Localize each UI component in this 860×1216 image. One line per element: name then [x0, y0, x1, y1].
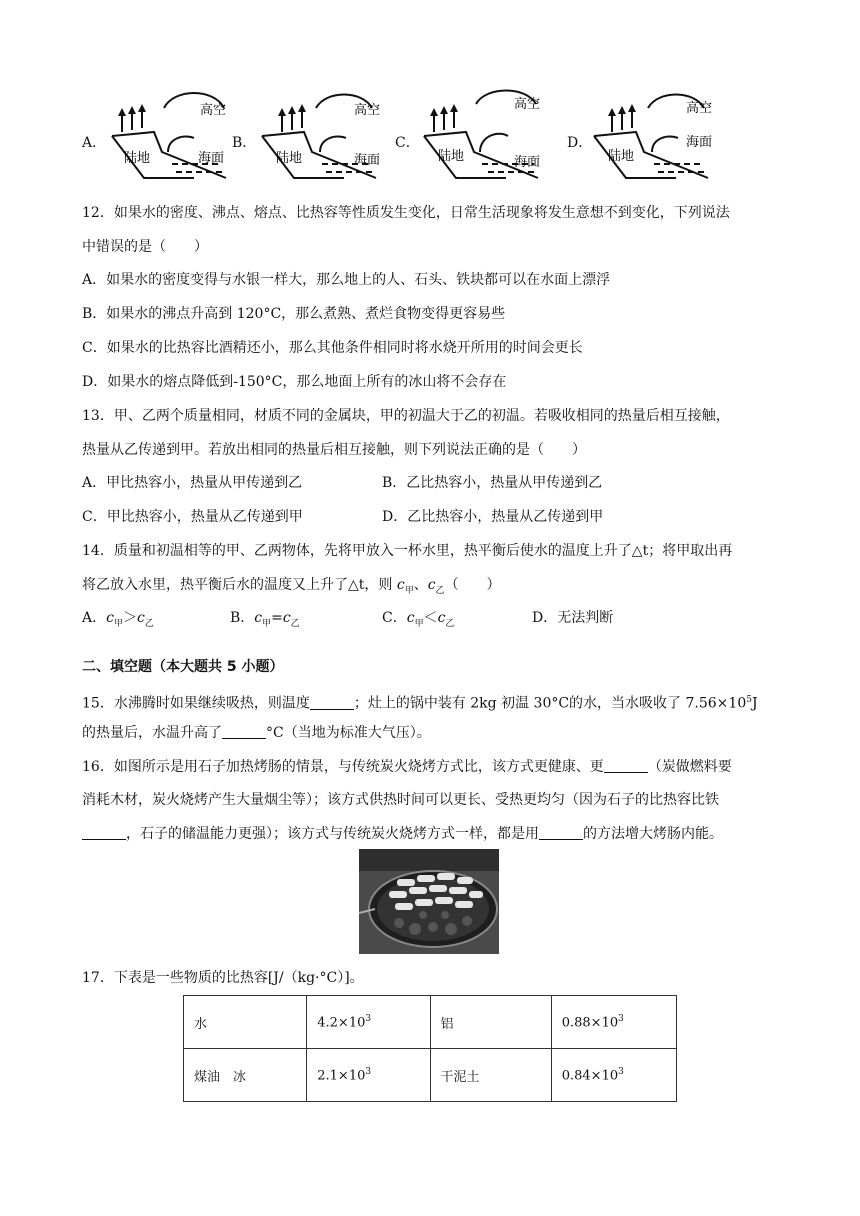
svg-text:陆地: 陆地	[276, 151, 303, 166]
q14-option-a: A．$c_甲>c_乙$	[82, 610, 154, 629]
svg-text:海面: 海面	[686, 135, 713, 150]
q11-option-a-diagram	[104, 78, 236, 190]
q13-option-d: D．乙比热容小，热量从乙传递到甲	[382, 509, 604, 525]
table-row	[184, 996, 677, 1049]
section-heading: 二、填空题（本大题共 5 小题）	[82, 659, 284, 675]
q15-line1: 15．水沸腾时如果继续吸热，则温度 ；灶上的锅中装有 2kg 初温 30°C的水，当水吸收了 $7.56\times 10^5J$	[82, 695, 758, 712]
svg-text:高空: 高空	[200, 103, 227, 118]
q11-option-b-letter: B．	[232, 135, 257, 151]
q16-blank-1[interactable]	[604, 758, 648, 773]
q11-option-c-diagram	[416, 78, 548, 190]
q13-options-row2	[82, 507, 782, 527]
svg-text:高空: 高空	[686, 101, 713, 116]
q12-option-a: A．如果水的密度变得与水银一样大，那么地上的人、石头、铁块都可以在水面上漂浮	[82, 272, 611, 288]
q12-option-d: D．如果水的熔点降低到-150°C，那么地面上所有的冰山将不会存在	[82, 374, 507, 390]
specific-heat-table	[183, 995, 677, 1102]
q14-stem-line1: 14．质量和初温相等的甲、乙两物体，先将甲放入一杯水里，热平衡后使水的温度上升了△t；将甲取出再	[82, 543, 733, 559]
q12-stem-line1: 12．如果水的密度、沸点、熔点、比热容等性质发生变化，日常生活现象将发生意想不到变化，下列说法	[82, 205, 730, 221]
q12-stem-line2: 中错误的是（ ）	[82, 239, 208, 255]
table-row	[184, 1049, 677, 1102]
table-cell: 铝	[430, 996, 551, 1049]
svg-text:陆地: 陆地	[438, 149, 465, 164]
table-cell: 水	[184, 996, 307, 1049]
q14-option-b: B．$c_甲=c_乙$	[230, 610, 300, 629]
q13-stem-line2: 热量从乙传递到甲。若放出相同的热量后相互接触，则下列说法正确的是（ ）	[82, 442, 586, 458]
table-cell: $0.84\times 10^3$	[551, 1049, 676, 1102]
q15-line2: 的热量后，水温升高了 °C（当地为标准大气压）。	[82, 725, 431, 741]
svg-text:陆地: 陆地	[608, 149, 635, 164]
q13-option-b: B．乙比热容小，热量从甲传递到乙	[382, 475, 603, 491]
q15-blank-1[interactable]	[310, 695, 354, 710]
svg-text:高空: 高空	[514, 97, 541, 112]
table-cell: $0.88\times 10^3$	[551, 996, 676, 1049]
q11-option-d-diagram	[586, 78, 718, 190]
q11-option-b-diagram	[254, 78, 386, 190]
q11-option-c-letter: C．	[395, 135, 420, 151]
q16-line2: 消耗木材，炭火烧烤产生大量烟尘等）；该方式供热时间可以更长、受热更均匀（因为石子的比热容比铁	[82, 792, 719, 808]
q14-option-d: D．无法判断	[532, 610, 614, 626]
q16-blank-2[interactable]	[82, 825, 126, 840]
svg-text:海面: 海面	[514, 155, 541, 170]
q12-option-b: B．如果水的沸点升高到 120°C，那么煮熟、煮烂食物变得更容易些	[82, 306, 506, 322]
table-cell: 煤油 冰	[184, 1049, 307, 1102]
q13-options-row1	[82, 473, 782, 493]
q16-blank-3[interactable]	[539, 825, 583, 840]
sausage-grill-photo	[359, 849, 499, 954]
q13-stem-line1: 13．甲、乙两个质量相同，材质不同的金属块，甲的初温大于乙的初温。若吸收相同的热量后相互接触，	[82, 408, 730, 424]
svg-text:高空: 高空	[354, 103, 381, 118]
q14-options	[82, 608, 782, 628]
table-cell: $2.1\times 10^3$	[307, 1049, 430, 1102]
svg-text:海面: 海面	[198, 151, 225, 166]
q13-option-c: C．甲比热容小，热量从乙传递到甲	[82, 509, 303, 525]
q13-option-a: A．甲比热容小，热量从甲传递到乙	[82, 475, 303, 491]
svg-text:海面: 海面	[354, 153, 381, 168]
q14-stem-line2: 将乙放入水里，热平衡后水的温度又上升了△t，则 $c_甲$、$c_乙$（ ）	[82, 577, 501, 596]
table-cell: $4.2\times 10^3$	[307, 996, 430, 1049]
q16-line3: ，石子的储温能力更强）；该方式与传统炭火烧烤方式一样，都是用 的方法增大烤肠内能。	[82, 824, 723, 844]
table-cell: 干泥土	[430, 1049, 551, 1102]
q15-blank-2[interactable]	[222, 724, 266, 739]
q11-option-a-letter: A．	[82, 135, 107, 151]
q17-intro: 17．下表是一些物质的比热容[J/（kg·°C）]。	[82, 970, 364, 986]
q12-option-c: C．如果水的比热容比酒精还小，那么其他条件相同时将水烧开所用的时间会更长	[82, 340, 583, 356]
svg-text:陆地: 陆地	[124, 151, 151, 166]
q14-option-c: C．$c_甲<c_乙$	[382, 610, 455, 629]
q16-line1: 16．如图所示是用石子加热烤肠的情景，与传统炭火烧烤方式比，该方式更健康、更 （炭做燃料要	[82, 759, 732, 775]
q11-option-d-letter: D．	[567, 135, 593, 151]
